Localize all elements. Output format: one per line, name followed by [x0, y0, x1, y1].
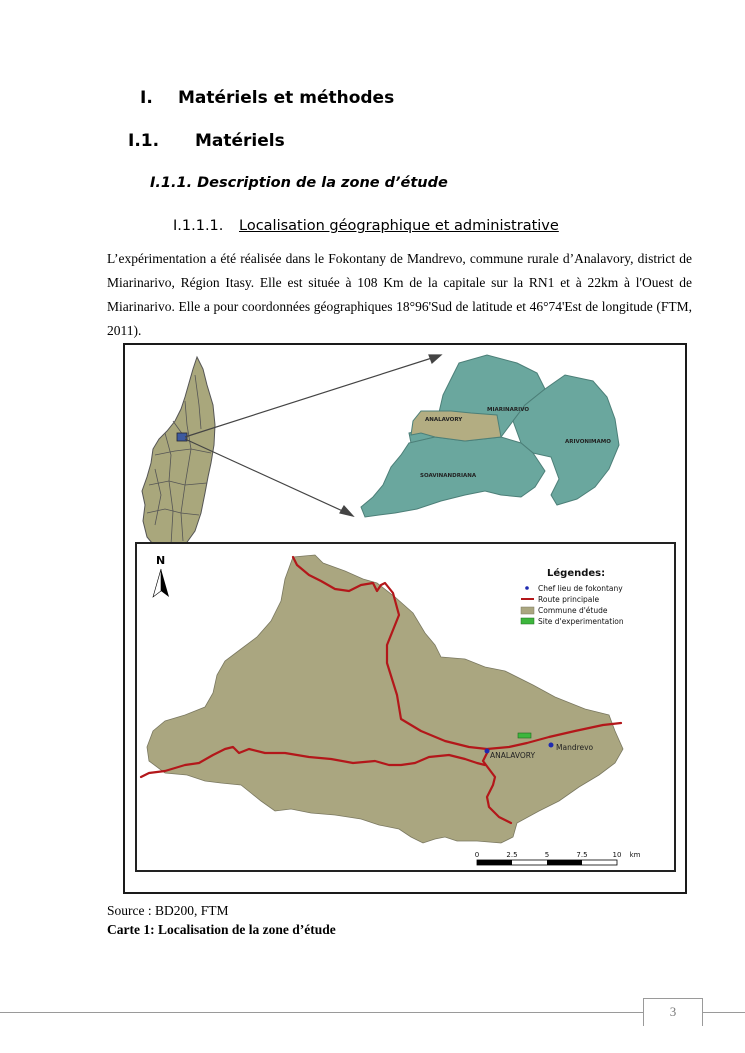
region-inset	[361, 355, 619, 517]
subsection-number: I.1.	[128, 131, 160, 151]
paragraph-heading-title: Localisation géographique et administrative	[239, 218, 559, 234]
experiment-site-marker	[518, 733, 531, 738]
scale-tick-10: 10	[612, 851, 622, 859]
district-label-analavory: ANALAVORY	[425, 417, 463, 423]
map-source: Source : BD200, FTM	[107, 903, 229, 918]
scale-tick-0: 0	[474, 851, 480, 859]
legend-item-commune: Commune d'étude	[538, 606, 608, 615]
district-label-arivonimamo: ARIVONIMAMO	[565, 439, 611, 445]
scale-tick-2-5: 2.5	[506, 851, 518, 859]
legend-item-chef-lieu: Chef lieu de fokontany	[538, 584, 623, 593]
legend-item-route: Route principale	[538, 595, 600, 604]
north-label: N	[156, 554, 166, 567]
page-number: 3	[669, 1004, 677, 1019]
analavory-point	[485, 749, 490, 754]
district-label-soavinandriana: SOAVINANDRIANA	[420, 473, 477, 479]
subsection-title: Matériels	[195, 131, 285, 151]
subsection-heading	[128, 131, 285, 151]
district-label-miarinarivo: MIARINARIVO	[487, 407, 530, 413]
legend-site-icon	[521, 618, 534, 624]
body-paragraph: L’expérimentation a été réalisée dans le Fokontany de Mandrevo, commune rurale d’Analavory, district de Miarinarivo, Région Itasy. Elle est située à 108 Km de la capitale sur la RN1 et à 22km à l'Ouest de Miarinarivo. Elle a pour coordonnées géographiques 18°96'Sud de latitude et 46°74'Est de longitude (FTM, 2011).	[107, 251, 692, 338]
scale-unit: km	[629, 851, 641, 859]
legend-item-site: Site d'experimentation	[538, 617, 624, 626]
place-label-mandrevo: Mandrevo	[556, 743, 594, 752]
mandrevo-point	[549, 743, 554, 748]
paragraph-heading-number: I.1.1.1.	[173, 218, 224, 234]
paragraph-heading	[173, 218, 559, 234]
map-svg	[125, 345, 685, 892]
location-map	[123, 343, 687, 894]
scale-tick-7-5: 7.5	[576, 851, 588, 859]
scale-tick-5: 5	[544, 851, 550, 859]
legend-commune-icon	[521, 607, 534, 614]
subsubsection-heading: I.1.1. Description de la zone d’étude	[150, 175, 448, 191]
section-title: Matériels et méthodes	[178, 88, 395, 108]
place-label-analavory: ANALAVORY	[490, 751, 536, 760]
section-number: I.	[140, 88, 153, 108]
legend-point-icon	[525, 586, 529, 590]
map-caption: Carte 1: Localisation de la zone d’étude	[107, 922, 336, 937]
legend-title: Légendes:	[547, 568, 606, 579]
madagascar-shape	[142, 357, 215, 551]
section-heading	[140, 88, 394, 108]
footer-divider	[0, 1012, 745, 1013]
